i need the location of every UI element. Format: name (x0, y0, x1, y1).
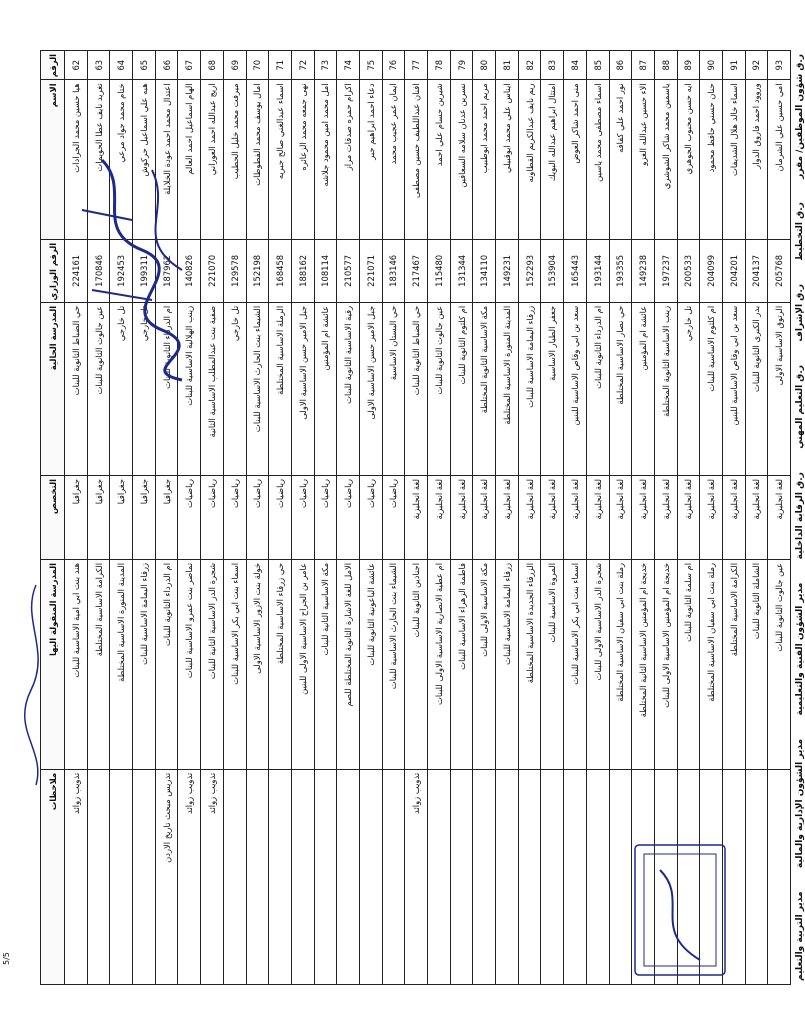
cell-national-id: 152293 (518, 239, 541, 302)
cell-transfer-to: مكة الاساسية الثانية للبنات (314, 559, 337, 769)
header-specialty: التخصص (41, 475, 65, 559)
cell-notes (450, 769, 473, 984)
cell-name: ياسمين محمد شاكر الشوشري (654, 80, 677, 240)
cell-name: امي حسين علي الشرمان (768, 80, 791, 240)
cell-no: 75 (359, 51, 382, 80)
cell-no: 64 (110, 51, 133, 80)
cell-notes (110, 769, 133, 984)
cell-no: 63 (87, 51, 110, 80)
cell-original-school: بدر الكبرى الثانوية للبنات (745, 302, 768, 475)
table-row (609, 51, 632, 985)
cell-notes: تذويب زوائد (65, 769, 88, 984)
cell-original-school: زرقاء اليمامة الاساسية للبنات (518, 302, 541, 475)
cell-original-school: تل خارجي (110, 302, 133, 475)
cell-transfer-to: رملة بنت ابي سفيان الاساسية المختلطة (609, 559, 632, 769)
cell-no: 65 (133, 51, 156, 80)
cell-original-school: ام كلثوم الثانوية للبنات (450, 302, 473, 475)
cell-specialty: رياضيات (269, 475, 292, 559)
cell-national-id: 183146 (382, 239, 405, 302)
cell-no: 71 (269, 51, 292, 80)
cell-original-school: حي الضباط الثانوية للبنات (405, 302, 428, 475)
table-row (337, 51, 360, 985)
cell-name: شيرين حسام علي احمد (428, 80, 451, 240)
cell-name: امتثال ابراهيم عبدالله البويك (541, 80, 564, 240)
cell-original-school: صفية بنت عبدالمطلب الاساسية الثانية (201, 302, 224, 475)
cell-original-school: تل خارجي (677, 302, 700, 475)
table-row (586, 51, 609, 985)
cell-no: 88 (654, 51, 677, 80)
header-no: الرقم (41, 51, 65, 80)
cell-name: دعاء احمد ابراهيم جبر (359, 80, 382, 240)
cell-specialty: لغة انجليزية (586, 475, 609, 559)
cell-specialty: جغرافيا (110, 475, 133, 559)
cell-original-school: ام الدرداء الثانوية للبنات (155, 302, 178, 475)
cell-notes: تذويب زوائد (201, 769, 224, 984)
cell-specialty: لغة انجليزية (677, 475, 700, 559)
cell-no: 66 (155, 51, 178, 80)
cell-national-id: 140826 (178, 239, 201, 302)
table-row (518, 51, 541, 985)
table-row (382, 51, 405, 985)
cell-specialty: لغة انجليزية (564, 475, 587, 559)
footer-admin-director: مدير الشؤون الإدارية والمالية (795, 738, 805, 869)
cell-notes (745, 769, 768, 984)
cell-transfer-to: الكرامة الاساسية المختلطة (87, 559, 110, 769)
cell-national-id: 152198 (246, 239, 269, 302)
cell-no: 70 (246, 51, 269, 80)
cell-no: 74 (337, 51, 360, 80)
cell-specialty: رياضيات (359, 475, 382, 559)
cell-notes (246, 769, 269, 984)
cell-specialty: رياضيات (382, 475, 405, 559)
cell-transfer-to: شجرة الدر الاساسية الاولى للبنات (586, 559, 609, 769)
cell-no: 80 (473, 51, 496, 80)
cell-original-school: المدينة المنورة الاساسية المختلطة (496, 302, 519, 475)
cell-original-school: سعد بن ابي وقاص الاساسية للبنين (564, 302, 587, 475)
cell-national-id: 165443 (564, 239, 587, 302)
cell-no: 67 (178, 51, 201, 80)
cell-original-school: زينب الهلالية الاساسية للبنات (178, 302, 201, 475)
cell-original-school: حي البستان الاساسية (382, 302, 405, 475)
cell-no: 85 (586, 51, 609, 80)
cell-name: اكرام حمزه صدقات مراز (337, 80, 360, 240)
header-original-school: المدرسة الحالية (41, 302, 65, 475)
cell-specialty: رياضيات (246, 475, 269, 559)
table-row (405, 51, 428, 985)
cell-national-id: 192453 (110, 239, 133, 302)
cell-national-id: 134110 (473, 239, 496, 302)
cell-name: تغريد نايف عطا الحويمات (87, 80, 110, 240)
cell-no: 62 (65, 51, 88, 80)
cell-original-school: ام الدرداء الثانوية للبنات (586, 302, 609, 475)
cell-notes (382, 769, 405, 984)
cell-transfer-to: شجرة الدر الاساسية الثانية للبنات (201, 559, 224, 769)
cell-original-school: زينب الاساسية الثانوية المختلطة (654, 302, 677, 475)
header-transfer-to: المدرسة المنقولة اليها (41, 559, 65, 769)
cell-national-id: 153904 (541, 239, 564, 302)
cell-transfer-to: عين جالوت الثانوية للبنات (768, 559, 791, 769)
cell-national-id: 204201 (722, 239, 745, 302)
cell-notes (428, 769, 451, 984)
cell-specialty: لغة انجليزية (496, 475, 519, 559)
cell-name: ايه حسن محبوب الجوهري (677, 80, 700, 240)
cell-transfer-to: الزرقاء الجديدة الاساسية المختلطة (518, 559, 541, 769)
cell-original-school: الرملة الاساسية المختلطة (269, 302, 292, 475)
cell-national-id: 200533 (677, 239, 700, 302)
cell-transfer-to: هند بنت ابي امية الاساسية للبنات (65, 559, 88, 769)
table-row (496, 51, 519, 985)
footer-planning: ر.ق التخطيط (795, 202, 805, 261)
cell-notes (291, 769, 314, 984)
footer-technical-director: مدير الشؤون الفنية والتعليمية (795, 582, 805, 716)
cell-no: 81 (496, 51, 519, 80)
cell-specialty: رياضيات (223, 475, 246, 559)
cell-no: 68 (201, 51, 224, 80)
cell-name: مريم احمد محمد ابوطبيب (473, 80, 496, 240)
cell-transfer-to: خديجة ام المؤمنين الاساسية الاولى للبنات (654, 559, 677, 769)
cell-transfer-to: خديجة ام المؤمنين الاساسية الثانية المختلطة (632, 559, 655, 769)
cell-original-school: جعفر الطيار الاساسية (541, 302, 564, 475)
cell-transfer-to: خولة بنت الازور الاساسية الاولى (246, 559, 269, 769)
cell-original-school: سعد بن ابي وقاص الاساسية للبنين (722, 302, 745, 475)
handwritten-signature-secondary (16, 580, 56, 790)
cell-original-school: تل خارجي (133, 302, 156, 475)
cell-transfer-to: اسماء بنت ابي بكر الاساسية للبنات (223, 559, 246, 769)
cell-name: نسرين عدنان سلامه السعافين (450, 80, 473, 240)
cell-notes (133, 769, 156, 984)
cell-specialty: لغة انجليزية (768, 475, 791, 559)
cell-name: افنان عبداللطيف حسين مصطفى (405, 80, 428, 240)
cell-transfer-to: زرقاء اليمامة الاساسية للبنات (133, 559, 156, 769)
cell-name: حنان حسني حافظ محمود (700, 80, 723, 240)
cell-national-id: 149238 (632, 239, 655, 302)
page-number: 5/5 (2, 952, 11, 965)
cell-transfer-to: المروة الاساسية للبنات (541, 559, 564, 769)
cell-national-id: 193144 (586, 239, 609, 302)
cell-original-school: تل خارجي (223, 302, 246, 475)
cell-original-school: جبل الامير حسن الاساسية الاولى (291, 302, 314, 475)
cell-specialty: جغرافيا (155, 475, 178, 559)
cell-specialty: لغة انجليزية (609, 475, 632, 559)
cell-name: ختام محمد جواد مرعي (110, 80, 133, 240)
cell-original-school: حي الضباط الثانوية للبنات (65, 302, 88, 475)
cell-original-school: عين جالوت الثانوية للبنات (428, 302, 451, 475)
cell-original-school: الشيماء بنت الحارث الاساسية للبنات (246, 302, 269, 475)
cell-transfer-to: رملة بنت ابي سفيان الاساسية المختلطة (700, 559, 723, 769)
table-row (359, 51, 382, 985)
cell-specialty: لغة انجليزية (428, 475, 451, 559)
table-row (564, 51, 587, 985)
cell-specialty: رياضيات (337, 475, 360, 559)
cell-national-id: 108114 (314, 239, 337, 302)
cell-national-id: 205768 (768, 239, 791, 302)
table-row (768, 51, 791, 985)
cell-no: 69 (223, 51, 246, 80)
cell-no: 79 (450, 51, 473, 80)
footer-internal-audit: ر.ق الرقابة الداخلية (795, 472, 805, 560)
cell-specialty: لغة انجليزية (518, 475, 541, 559)
footer-education-director: مدير التربية والتعليم (795, 891, 805, 981)
cell-notes (359, 769, 382, 984)
cell-national-id: 221070 (201, 239, 224, 302)
table-row (223, 51, 246, 985)
cell-national-id: 197237 (654, 239, 677, 302)
cell-transfer-to: اجنادين الثانوية للبنات (405, 559, 428, 769)
cell-no: 91 (722, 51, 745, 80)
cell-original-school: مكة الاساسية الثانوية المختلطة (473, 302, 496, 475)
cell-no: 93 (768, 51, 791, 80)
cell-national-id: 221071 (359, 239, 382, 302)
cell-specialty: لغة انجليزية (632, 475, 655, 559)
cell-name: اعتدال محمد احمد عودة الخلايلة (155, 80, 178, 240)
cell-original-school: رقية الاساسية الثانوية للبنات (337, 302, 360, 475)
cell-specialty: لغة انجليزية (405, 475, 428, 559)
cell-national-id: 129578 (223, 239, 246, 302)
cell-national-id: 149231 (496, 239, 519, 302)
cell-specialty: لغة انجليزية (473, 475, 496, 559)
cell-no: 72 (291, 51, 314, 80)
cell-no: 92 (745, 51, 768, 80)
cell-no: 82 (518, 51, 541, 80)
cell-name: نور احمد علي كفافه (609, 80, 632, 240)
cell-specialty: رياضيات (201, 475, 224, 559)
handwritten-signature (72, 150, 222, 390)
cell-specialty: لغة انجليزية (654, 475, 677, 559)
table-row (473, 51, 496, 985)
cell-name: نهى جمعه محمد الزعائره (291, 80, 314, 240)
cell-specialty: رياضيات (178, 475, 201, 559)
cell-notes (269, 769, 292, 984)
cell-specialty: لغة انجليزية (745, 475, 768, 559)
cell-no: 77 (405, 51, 428, 80)
cell-original-school: جبل الامير حسن الاساسية الاولى (359, 302, 382, 475)
cell-notes: تذويب زوائد (178, 769, 201, 984)
cell-transfer-to: تماضر بنت عمرو الاساسية للبنات (178, 559, 201, 769)
cell-transfer-to: عامر بن الجراح الاساسية الاولى للبنين (291, 559, 314, 769)
cell-specialty: جغرافيا (87, 475, 110, 559)
cell-transfer-to: مكة الاساسية الاولى للبنات (473, 559, 496, 769)
cell-original-school: عين جالوت الثانوية للبنات (87, 302, 110, 475)
cell-no: 90 (700, 51, 723, 80)
cell-transfer-to: ام الدرداء الثانوية للبنات (155, 559, 178, 769)
cell-original-school: عائشة ام المؤمنين (314, 302, 337, 475)
cell-no: 87 (632, 51, 655, 80)
table-row (291, 51, 314, 985)
cell-name: امال يوسف محمد الفطوطات (246, 80, 269, 240)
table-row (269, 51, 292, 985)
header-row (41, 51, 65, 985)
cell-original-school: حي نصار الاساسية المختلطة (609, 302, 632, 475)
cell-notes (586, 769, 609, 984)
footer-personnel: ر.ق شؤون الموظفين/ مقرر (795, 54, 805, 179)
table-row (314, 51, 337, 985)
cell-transfer-to: الشيماء بنت الحارث الاساسية للبنات (382, 559, 405, 769)
cell-notes (87, 769, 110, 984)
cell-specialty: جغرافيا (133, 475, 156, 559)
cell-national-id: 224161 (65, 239, 88, 302)
cell-name: اسماء خالد هلال الشديفات (722, 80, 745, 240)
cell-specialty: جغرافيا (65, 475, 88, 559)
cell-notes (314, 769, 337, 984)
cell-specialty: رياضيات (314, 475, 337, 559)
cell-name: منى احمد شاكر العوض (564, 80, 587, 240)
table-row (541, 51, 564, 985)
cell-national-id: 168458 (269, 239, 292, 302)
cell-original-school: الرتوق الاساسية الاولى (768, 302, 791, 475)
cell-name: ايناس علي محمد ابوقبيلي (496, 80, 519, 240)
cell-no: 89 (677, 51, 700, 80)
table-row (450, 51, 473, 985)
cell-national-id: 210577 (337, 239, 360, 302)
cell-name: هيا حسين محمد الجرادات (65, 80, 88, 240)
cell-name: اريج عبدالله احمد العوراني (201, 80, 224, 240)
cell-name: اسماء عبدالغني صالح جبريه (269, 80, 292, 240)
cell-no: 78 (428, 51, 451, 80)
cell-notes (518, 769, 541, 984)
cell-original-school: ام كلثوم الاساسية للبنات (700, 302, 723, 475)
cell-name: ايمان عمر عجيب محمد (382, 80, 405, 240)
cell-name: ريم نايف عبدالكريم القطاونه (518, 80, 541, 240)
cell-notes (768, 769, 791, 984)
cell-transfer-to: حي زرقاء الاساسية المختلطة (269, 559, 292, 769)
footer-supervision: ر.ق الإشراف (795, 284, 805, 342)
cell-transfer-to: الامل للغة الاشارة الثانوية المختلطة للصم (337, 559, 360, 769)
table-row (246, 51, 269, 985)
cell-national-id: 217467 (405, 239, 428, 302)
cell-transfer-to: المدينة المنورة الاساسية المختلطة (110, 559, 133, 769)
table-row (745, 51, 768, 985)
cell-national-id: 170846 (87, 239, 110, 302)
cell-transfer-to: الشاملة الثانوية للبنات (745, 559, 768, 769)
table-row (428, 51, 451, 985)
cell-national-id: 204099 (700, 239, 723, 302)
cell-notes (541, 769, 564, 984)
cell-specialty: لغة انجليزية (722, 475, 745, 559)
cell-specialty: لغة انجليزية (700, 475, 723, 559)
cell-transfer-to: عائشة الباعونية الثانوية للبنات (359, 559, 382, 769)
cell-national-id: 188162 (291, 239, 314, 302)
cell-no: 76 (382, 51, 405, 80)
cell-notes (496, 769, 519, 984)
cell-specialty: لغة انجليزية (450, 475, 473, 559)
cell-national-id: 204137 (745, 239, 768, 302)
cell-name: الاء حسين عبدالله الغزو (632, 80, 655, 240)
cell-no: 73 (314, 51, 337, 80)
cell-no: 83 (541, 51, 564, 80)
cell-notes (609, 769, 632, 984)
footer-vocational: ر.ق التعليم المهني (795, 365, 805, 449)
cell-national-id: 193355 (609, 239, 632, 302)
signature-footer (795, 50, 805, 985)
cell-name: اسماء مصطفى محمد ياسين (586, 80, 609, 240)
cell-notes: تدريس مبحث تاريخ الاردن (155, 769, 178, 984)
cell-transfer-to: اسماء بنت ابي بكر الاساسية للبنات (564, 559, 587, 769)
cell-specialty: لغة انجليزية (541, 475, 564, 559)
cell-name: امل محمد امين محمود جلاشه (314, 80, 337, 240)
cell-notes (223, 769, 246, 984)
cell-transfer-to: الكرامة الاساسية المختلطة (722, 559, 745, 769)
cell-specialty: رياضيات (291, 475, 314, 559)
cell-name: وروود احمد فاروق الدوار (745, 80, 768, 240)
cell-notes (564, 769, 587, 984)
cell-national-id: 199311 (133, 239, 156, 302)
header-national-id: الرقم الوزاري (41, 239, 65, 302)
cell-name: الهام اسماعيل احمد العالم (178, 80, 201, 240)
header-notes: ملاحظات (41, 769, 65, 984)
cell-national-id: 115480 (428, 239, 451, 302)
cell-national-id: 187962 (155, 239, 178, 302)
cell-national-id: 131344 (450, 239, 473, 302)
cell-transfer-to: فاطمة الزهراء الاساسية للبنات (450, 559, 473, 769)
cell-name: هبه علي اسماعيل حركوش (133, 80, 156, 240)
cell-notes (473, 769, 496, 984)
cell-no: 84 (564, 51, 587, 80)
cell-original-school: عائشة ام المؤمنين (632, 302, 655, 475)
header-name: الاسم (41, 80, 65, 240)
cell-notes (337, 769, 360, 984)
official-stamp (630, 840, 730, 980)
cell-transfer-to: ام سلمة الثانوية للبنات (677, 559, 700, 769)
cell-transfer-to: ام عطية الانصارية الاساسية الاولى للبنات (428, 559, 451, 769)
cell-no: 86 (609, 51, 632, 80)
cell-notes: تذويب زوائد (405, 769, 428, 984)
cell-name: ميرفت محمد خليل الحطيب (223, 80, 246, 240)
cell-transfer-to: زرقاء اليمامة الاساسية للبنات (496, 559, 519, 769)
